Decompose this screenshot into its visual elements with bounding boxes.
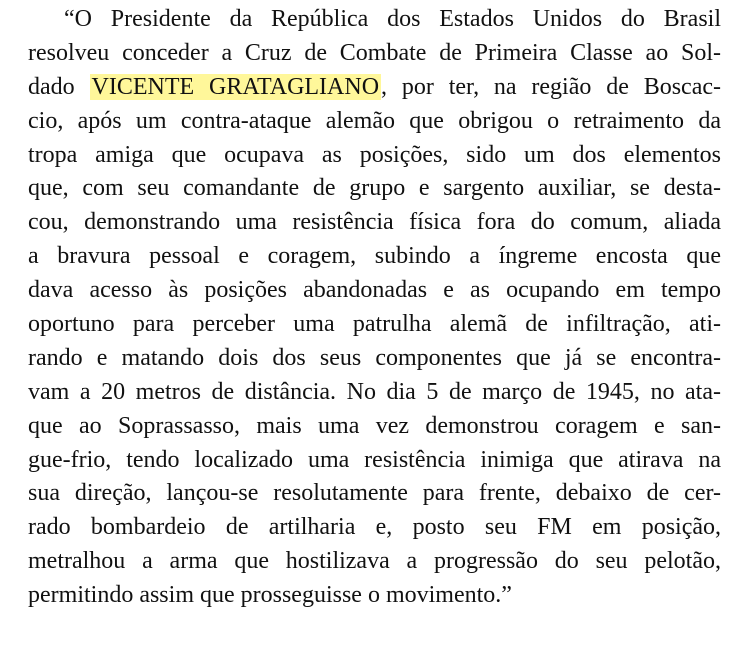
text-line: [28, 71, 721, 105]
text-line: gue-frio, tendo localizado uma resistência inimiga que atirava na: [28, 446, 721, 473]
text-line: cou, demonstrando uma resistência física fora do comum, aliada: [28, 209, 721, 236]
text-line: resolveu conceder a Cruz de Combate de Primeira Classe ao Sol-: [28, 39, 721, 66]
text-line: “O Presidente da República dos Estados Unidos do Brasil: [64, 6, 721, 32]
text-line: rado bombardeio de artilharia e, posto seu FM em posição,: [28, 514, 721, 541]
highlighted-name: VICENTE GRATAGLIANO: [91, 73, 380, 100]
text-fragment: dado: [28, 73, 90, 100]
quote-paragraph: [28, 3, 721, 613]
text-line: que, com seu comandante de grupo e sargento auxiliar, se desta-: [28, 175, 721, 202]
text-line: permitindo assim que prosseguisse o movimento.”: [28, 582, 512, 609]
text-line: tropa amiga que ocupava as posições, sido um dos elementos: [28, 141, 721, 168]
text-line: sua direção, lançou-se resolutamente para frente, debaixo de cer-: [28, 480, 721, 507]
text-line: oportuno para perceber uma patrulha alemã de infiltração, ati-: [28, 311, 721, 338]
text-line: metralhou a arma que hostilizava a progressão do seu pelotão,: [28, 548, 721, 575]
text-line: rando e matando dois dos seus componentes que já se encontra-: [28, 344, 721, 371]
text-line: dava acesso às posições abandonadas e as ocupando em tempo: [28, 277, 721, 304]
text-line: cio, após um contra-ataque alemão que obrigou o retraimento da: [28, 107, 721, 134]
text-line: que ao Soprassasso, mais uma vez demonstrou coragem e san-: [28, 412, 721, 439]
text-line: a bravura pessoal e coragem, subindo a íngreme encosta que: [28, 243, 721, 270]
text-fragment: , por ter, na região de Boscac-: [381, 73, 721, 100]
text-line: vam a 20 metros de distância. No dia 5 de março de 1945, no ata-: [28, 378, 721, 405]
